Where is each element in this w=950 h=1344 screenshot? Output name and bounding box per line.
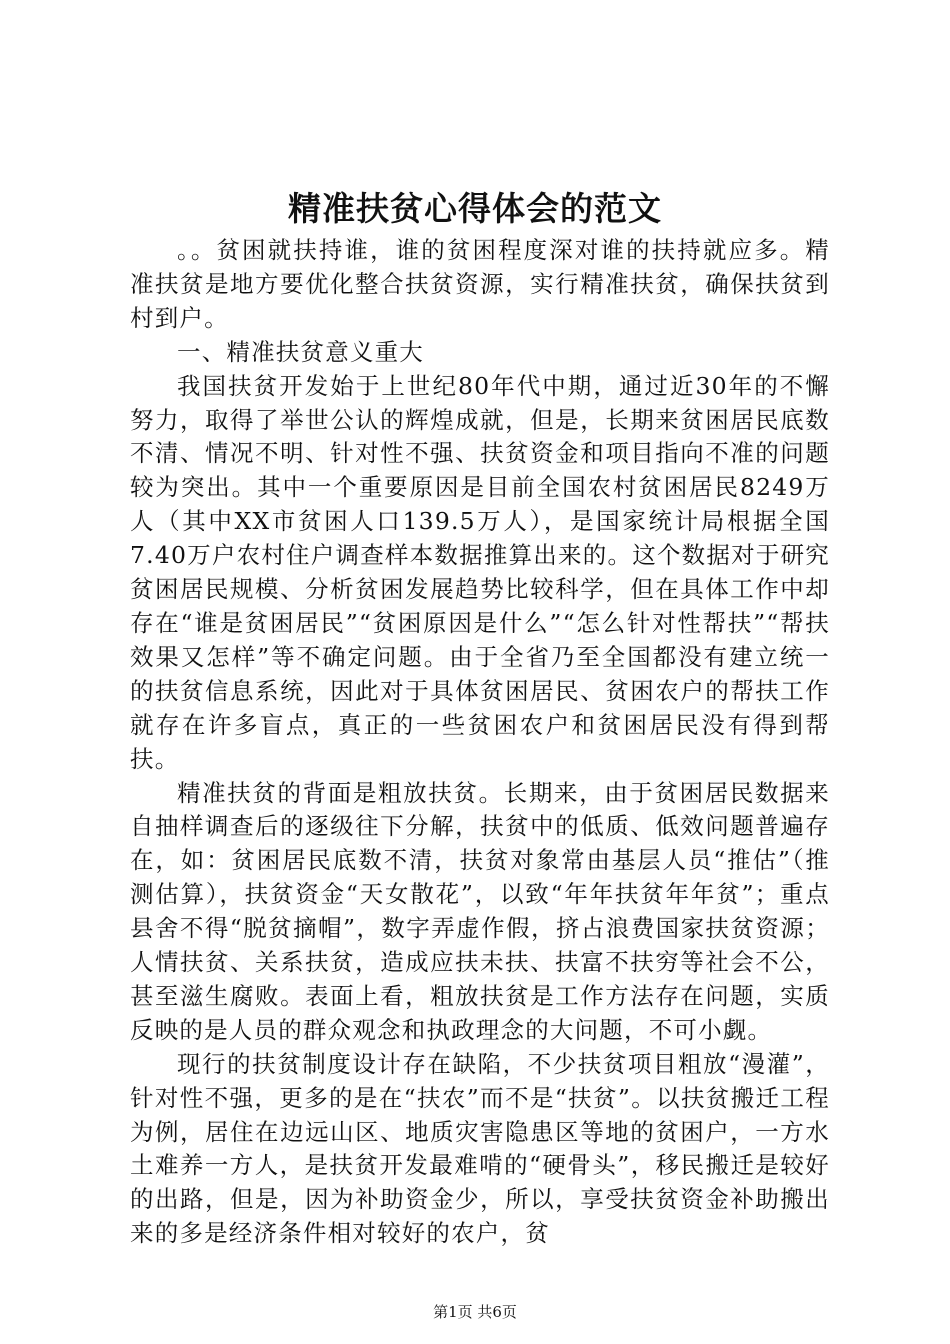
paragraph-background: 我国扶贫开发始于上世纪80年代中期，通过近30年的不懈努力，取得了举世公认的辉煌成就，但是，长期来贫困居民底数不清、情况不明、针对性不强、扶贫资金和项目指向不准的问题较为突出。其中一个重要原因是目前全国农村贫困居民8249万人（其中XX市贫困人口139.5万人），是国家统计局根据全国7.40万户农村住户调查样本数据推算出来的。这个数据对于研究贫困居民规模、分析贫困发展趋势比较科学，但在具体工作中却存在“谁是贫困居民”“贫困原因是什么”“怎么针对性帮扶”“帮扶效果又怎样”等不确定问题。由于全省乃至全国都没有建立统一的扶贫信息系统，因此对于具体贫困居民、贫困农户的帮扶工作就存在许多盲点，真正的一些贫困农户和贫困居民没有得到帮扶。: [130, 371, 830, 773]
paragraph-system-defects: 现行的扶贫制度设计存在缺陷，不少扶贫项目粗放“漫灌”，针对性不强，更多的是在“扶农”而不是“扶贫”。以扶贫搬迁工程为例，居住在边远山区、地质灾害隐患区等地的贫困户，一方水土难养一方人，是扶贫开发最难啃的“硬骨头”，移民搬迁是较好的出路，但是，因为补助资金少，所以，享受扶贫资金补助搬出来的多是经济条件相对较好的农户，贫: [130, 1049, 830, 1248]
document-title: 精准扶贫心得体会的范文: [288, 189, 662, 228]
document-body: [130, 234, 830, 1251]
paragraph-intro: 。。贫困就扶持谁，谁的贫困程度深对谁的扶持就应多。精准扶贫是地方要优化整合扶贫资源，实行精准扶贫，确保扶贫到村到户。: [130, 236, 830, 332]
page-footer: 第1页 共6页: [433, 1303, 517, 1321]
paragraph-extensive-poverty-relief: 精准扶贫的背面是粗放扶贫。长期来，由于贫困居民数据来自抽样调查后的逐级往下分解，扶贫中的低质、低效问题普遍存在，如：贫困居民底数不清，扶贫对象常由基层人员“推估”（推测估算），扶贫资金“天女散花”，以致“年年扶贫年年贫”；重点县舍不得“脱贫摘帽”，数字弄虚作假，挤占浪费国家扶贫资源；人情扶贫、关系扶贫，造成应扶未扶、扶富不扶穷等社会不公，甚至滋生腐败。表面上看，粗放扶贫是工作方法存在问题，实质反映的是人员的群众观念和执政理念的大问题，不可小觑。: [130, 778, 830, 1044]
section-heading: 一、精准扶贫意义重大: [177, 337, 424, 366]
